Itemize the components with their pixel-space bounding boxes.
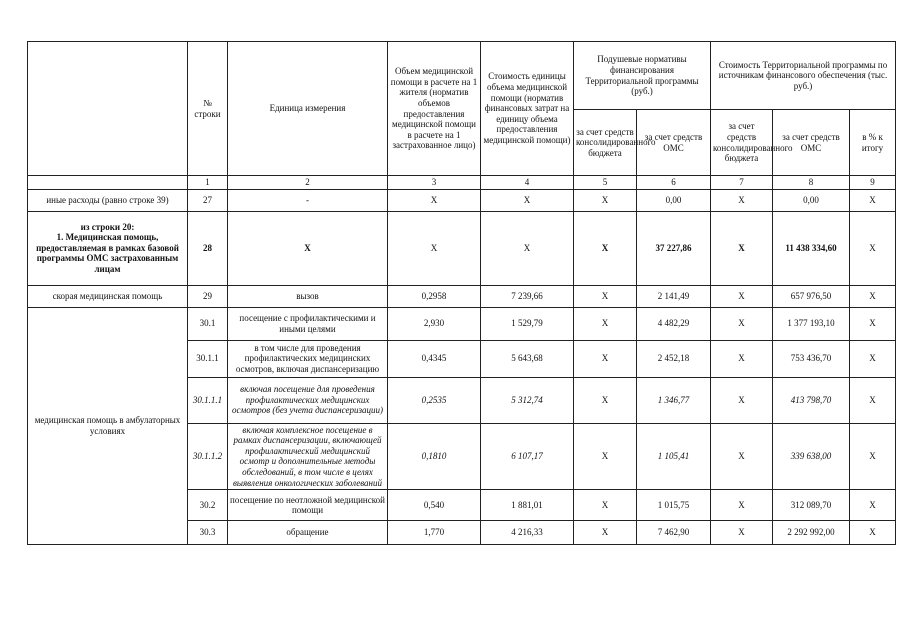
column-number: 3 (388, 176, 481, 190)
row-oms: 1 346,77 (637, 377, 711, 423)
header-sub-budget-2: за счет средств консолидированного бюджета (711, 110, 773, 176)
header-row-number: № строки (188, 42, 228, 176)
row-cost: 6 107,17 (481, 423, 574, 490)
group-label: медицинская помощь в амбулаторных условиях (28, 307, 188, 545)
row-unit: - (228, 189, 388, 211)
row-total-budget: X (711, 189, 773, 211)
table-row (28, 189, 896, 211)
row-total-oms: 339 638,00 (773, 423, 850, 490)
row-unit: обращение (228, 521, 388, 545)
row-volume: 0,1810 (388, 423, 481, 490)
row-total-oms: 413 798,70 (773, 377, 850, 423)
row-percent: X (850, 521, 896, 545)
table-row (28, 285, 896, 307)
row-unit: в том числе для проведения профилактических медицинских осмотров, включая диспансеризацию (228, 340, 388, 377)
row-percent: X (850, 285, 896, 307)
row-number: 29 (188, 285, 228, 307)
row-total-budget: X (711, 423, 773, 490)
row-oms: 4 482,29 (637, 307, 711, 340)
row-oms: 1 105,41 (637, 423, 711, 490)
row-cost: 7 239,66 (481, 285, 574, 307)
header-sub-oms-2: за счет средств ОМС (773, 110, 850, 176)
row-percent: X (850, 377, 896, 423)
row-name: скорая медицинская помощь (28, 285, 188, 307)
row-oms: 2 141,49 (637, 285, 711, 307)
row-total-budget: X (711, 340, 773, 377)
row-budget: X (574, 377, 637, 423)
row-number: 30.1.1.2 (188, 423, 228, 490)
row-cost: X (481, 189, 574, 211)
row-percent: X (850, 423, 896, 490)
row-total-budget: X (711, 490, 773, 521)
header-name-col (28, 42, 188, 176)
row-number: 30.1.1.1 (188, 377, 228, 423)
row-unit: вызов (228, 285, 388, 307)
row-number: 30.1 (188, 307, 228, 340)
row-total-oms: 11 438 334,60 (773, 211, 850, 285)
header-sub-oms-1: за счет средств ОМС (637, 110, 711, 176)
row-total-oms: 312 089,70 (773, 490, 850, 521)
row-budget: X (574, 211, 637, 285)
row-volume: X (388, 211, 481, 285)
row-total-oms: 1 377 193,10 (773, 307, 850, 340)
row-volume: 0,540 (388, 490, 481, 521)
column-number: 7 (711, 176, 773, 190)
row-volume: 1,770 (388, 521, 481, 545)
header-cost-unit: Стоимость единицы объема медицинской помощи (норматив финансовых затрат на единицу объема предоставления медицинской помощи) (481, 42, 574, 176)
row-unit: включая посещение для проведения профилактических медицинских осмотров (без учета диспансеризации) (228, 377, 388, 423)
row-budget: X (574, 307, 637, 340)
row-total-budget: X (711, 521, 773, 545)
row-budget: X (574, 521, 637, 545)
row-total-budget: X (711, 377, 773, 423)
column-numbers-row (28, 176, 896, 190)
column-number: 4 (481, 176, 574, 190)
row-volume: 0,2535 (388, 377, 481, 423)
row-volume: 2,930 (388, 307, 481, 340)
row-cost: 4 216,33 (481, 521, 574, 545)
row-budget: X (574, 189, 637, 211)
row-volume: X (388, 189, 481, 211)
row-oms: 7 462,90 (637, 521, 711, 545)
column-number: 5 (574, 176, 637, 190)
row-cost: X (481, 211, 574, 285)
row-unit: X (228, 211, 388, 285)
column-number: 2 (228, 176, 388, 190)
row-budget: X (574, 285, 637, 307)
row-cost: 5 643,68 (481, 340, 574, 377)
row-volume: 0,2958 (388, 285, 481, 307)
header-per-capita: Подушевые нормативы финансирования Территориальной программы (руб.) (574, 42, 711, 110)
row-budget: X (574, 340, 637, 377)
row-total-oms: 753 436,70 (773, 340, 850, 377)
row-number: 27 (188, 189, 228, 211)
row-total-budget: X (711, 211, 773, 285)
row-percent: X (850, 307, 896, 340)
row-name: из строки 20: 1. Медицинская помощь, предоставляемая в рамках базовой программы ОМС застрахованным лицам (28, 211, 188, 285)
column-number: 9 (850, 176, 896, 190)
row-total-budget: X (711, 307, 773, 340)
column-number: 8 (773, 176, 850, 190)
row-name: иные расходы (равно строке 39) (28, 189, 188, 211)
row-budget: X (574, 490, 637, 521)
column-number: 6 (637, 176, 711, 190)
row-unit: посещение с профилактическими и иными целями (228, 307, 388, 340)
row-oms: 1 015,75 (637, 490, 711, 521)
column-number-blank (28, 176, 188, 190)
row-cost: 1 529,79 (481, 307, 574, 340)
row-percent: X (850, 490, 896, 521)
row-total-budget: X (711, 285, 773, 307)
row-number: 30.2 (188, 490, 228, 521)
row-percent: X (850, 211, 896, 285)
row-volume: 0,4345 (388, 340, 481, 377)
column-number: 1 (188, 176, 228, 190)
row-budget: X (574, 423, 637, 490)
row-number: 28 (188, 211, 228, 285)
financing-table (27, 41, 896, 545)
row-total-oms: 0,00 (773, 189, 850, 211)
row-oms: 37 227,86 (637, 211, 711, 285)
row-percent: X (850, 189, 896, 211)
header-unit: Единица измерения (228, 42, 388, 176)
row-unit: посещение по неотложной медицинской помощи (228, 490, 388, 521)
table-row (28, 211, 896, 285)
table-row (28, 307, 896, 340)
row-oms: 2 452,18 (637, 340, 711, 377)
header-cost-program: Стоимость Территориальной программы по источникам финансового обеспечения (тыс. руб.) (711, 42, 896, 110)
row-cost: 1 881,01 (481, 490, 574, 521)
row-unit: включая комплексное посещение в рамках диспансеризации, включающей профилактический медицинский осмотр и дополнительные методы обследований, в том числе в целях выявления онкологических заболеваний (228, 423, 388, 490)
header-sub-budget-1: за счет средств консолидированного бюджета (574, 110, 637, 176)
row-number: 30.1.1 (188, 340, 228, 377)
row-number: 30.3 (188, 521, 228, 545)
row-total-oms: 2 292 992,00 (773, 521, 850, 545)
row-cost: 5 312,74 (481, 377, 574, 423)
header-sub-percent: в % к итогу (850, 110, 896, 176)
row-total-oms: 657 976,50 (773, 285, 850, 307)
row-percent: X (850, 340, 896, 377)
row-oms: 0,00 (637, 189, 711, 211)
header-volume: Объем медицинской помощи в расчете на 1 жителя (норматив объемов предоставления медицинской помощи в расчете на 1 застрахованное лицо) (388, 42, 481, 176)
